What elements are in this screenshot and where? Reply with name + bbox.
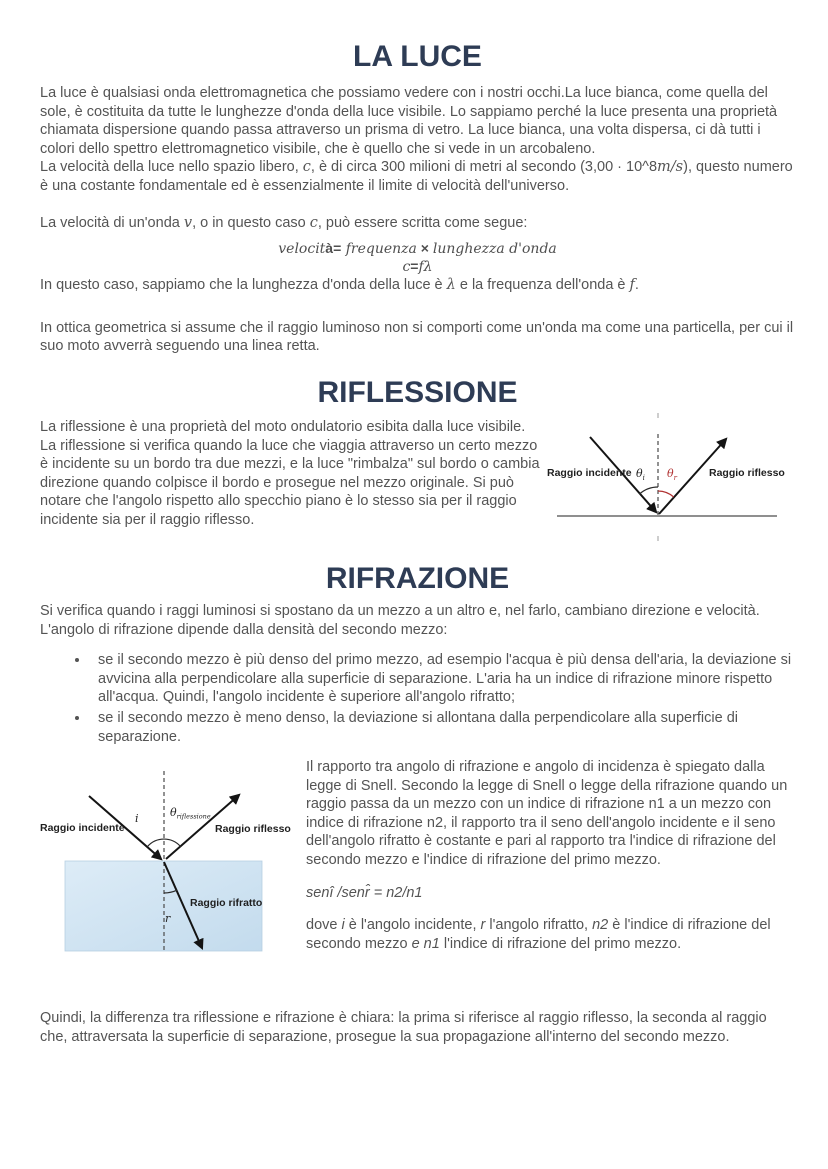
section-heading-rifrazione: RIFRAZIONE: [325, 561, 510, 595]
reflected-angle-arc: [658, 491, 674, 497]
paragraph-rifrazione-intro: Si verifica quando i raggi luminosi si spostano da un mezzo a un altro e, nel farlo, cambiano direzione e velocità. L'angolo di rifrazione dipende dalla densità del secondo mezzo:: [40, 602, 760, 638]
section-heading-la-luce: LA LUCE: [353, 40, 482, 73]
formula-velocity-line2: c=fλ: [402, 258, 433, 276]
reflection-diagram: [545, 404, 803, 559]
formula-snell: senî /senr̂ = n2/n1: [306, 884, 423, 901]
label-theta-i: $\theta_i$: [636, 466, 645, 482]
reflection-diagram-svg: [545, 404, 803, 554]
refraction-diagram-svg: [32, 758, 302, 988]
paragraph-luce-speed: La velocità della luce nello spazio libero, c, è di circa 300 milioni di metri al secondo (3,00 · 10^8m/s), questo numero è una costante fondamentale ed è essenzialmente il limite di velocità dell'universo.: [40, 159, 793, 194]
refraction-diagram: [32, 758, 302, 993]
paragraph-conclusion: Quindi, la differenza tra riflessione e rifrazione è chiara: la prima si riferisce al raggio riflesso, la seconda al raggio che, attraversata la superficie di separazione, prosegue la sua propagazione all'interno del secondo mezzo.: [40, 1010, 767, 1045]
bullet-less-dense-medium: • se il secondo mezzo è meno denso, la deviazione si allontana dalla perpendicolare alla superficie di separazione.: [90, 709, 795, 746]
paragraph-wavelength-frequency: In questo caso, sappiamo che la lunghezza d'onda della luce è λ e la frequenza dell'onda è f.: [40, 277, 639, 294]
bullet-denser-medium: • se il secondo mezzo è più denso del primo mezzo, ad esempio l'acqua è più densa dell'aria, la deviazione si avvicina alla perpendicolare alla superficie di separazione. L'aria ha un indice di rifrazione minore rispetto all'acqua. Quindi, l'angolo incidente è superiore all'angolo rifratto;: [90, 651, 795, 707]
label-raggio-incidente: Raggio incidente: [547, 466, 632, 479]
label-angle-i: i: [135, 812, 139, 826]
incident-angle-arc: [640, 487, 659, 494]
riflessione-section: [40, 418, 795, 554]
paragraph-wave-speed: La velocità di un'onda v, o in questo caso c, può essere scritta come segue:: [40, 214, 528, 231]
label-raggio-rifratto: Raggio rifratto: [190, 897, 263, 910]
section-heading-riflessione: RIFLESSIONE: [317, 375, 518, 409]
label-theta-riflessione: $\theta_{riflessione}$: [170, 806, 211, 821]
rifrazione-bullet-list: [40, 651, 795, 746]
paragraph-snell-definitions: dove i è l'angolo incidente, r l'angolo rifratto, n2 è l'indice di rifrazione del secondo mezzo e n1 l'indice di rifrazione del primo mezzo.: [306, 917, 771, 952]
formula-velocity-line1: velocità= frequenza × lunghezza d'onda: [278, 240, 557, 258]
label-raggio-riflesso: Raggio riflesso: [709, 466, 785, 479]
label-angle-r: r: [165, 912, 171, 926]
formula-velocity: [40, 240, 795, 276]
label-raggio-incidente: Raggio incidente: [40, 822, 125, 835]
label-raggio-riflesso: Raggio riflesso: [215, 823, 291, 836]
paragraph-snell-law: Il rapporto tra angolo di rifrazione e angolo di incidenza è spiegato dalla legge di Snell. Secondo la legge di Snell o legge della rifrazione quando un raggio passa da un mezzo con un indice di rifrazione n1 a un mezzo con indice di rifrazione n2, il rapporto tra il seno dell'angolo incidente e il seno dell'angolo rifratto è costante e pari al rapporto tra l'indice di rifrazione del secondo mezzo e l'indice di rifrazione del primo mezzo.: [306, 759, 788, 869]
rifrazione-section: [40, 758, 795, 993]
paragraph-luce-intro: La luce è qualsiasi onda elettromagnetica che possiamo vedere con i nostri occhi.La luce bianca, come quella del sole, è costituita da tutte le lunghezze d'onda della luce visibile. Lo sappiamo perché la luce presenta una proprietà chiamata dispersione quando passa attraverso un prisma di vetro. La luce bianca, una volta dispersa, ci dà tutti i colori dello spettro elettromagnetico visibile, che è quello che si vede in un arcobaleno.: [40, 85, 778, 157]
paragraph-geometric-optics: In ottica geometrica si assume che il raggio luminoso non si comporti come un'onda ma come una particella, per cui il suo moto avverrà seguendo una linea retta.: [40, 319, 794, 355]
paragraph-riflessione: La riflessione è una proprietà del moto ondulatorio esibita dalla luce visibile. La riflessione si verifica quando la luce che viaggia attraverso un certo mezzo è incidente su un bordo tra due mezzi, e la luce "rimbalza" sul bordo o cambia direzione quando colpisce il bordo e prosegue nel mezzo originale. Si può notare che l'angolo rispetto allo specchio piano è lo stesso sia per il raggio incidente sia per il raggio riflesso.: [40, 418, 540, 528]
label-theta-r: $\theta_r$: [667, 466, 677, 482]
snell-text-column: [302, 758, 795, 953]
